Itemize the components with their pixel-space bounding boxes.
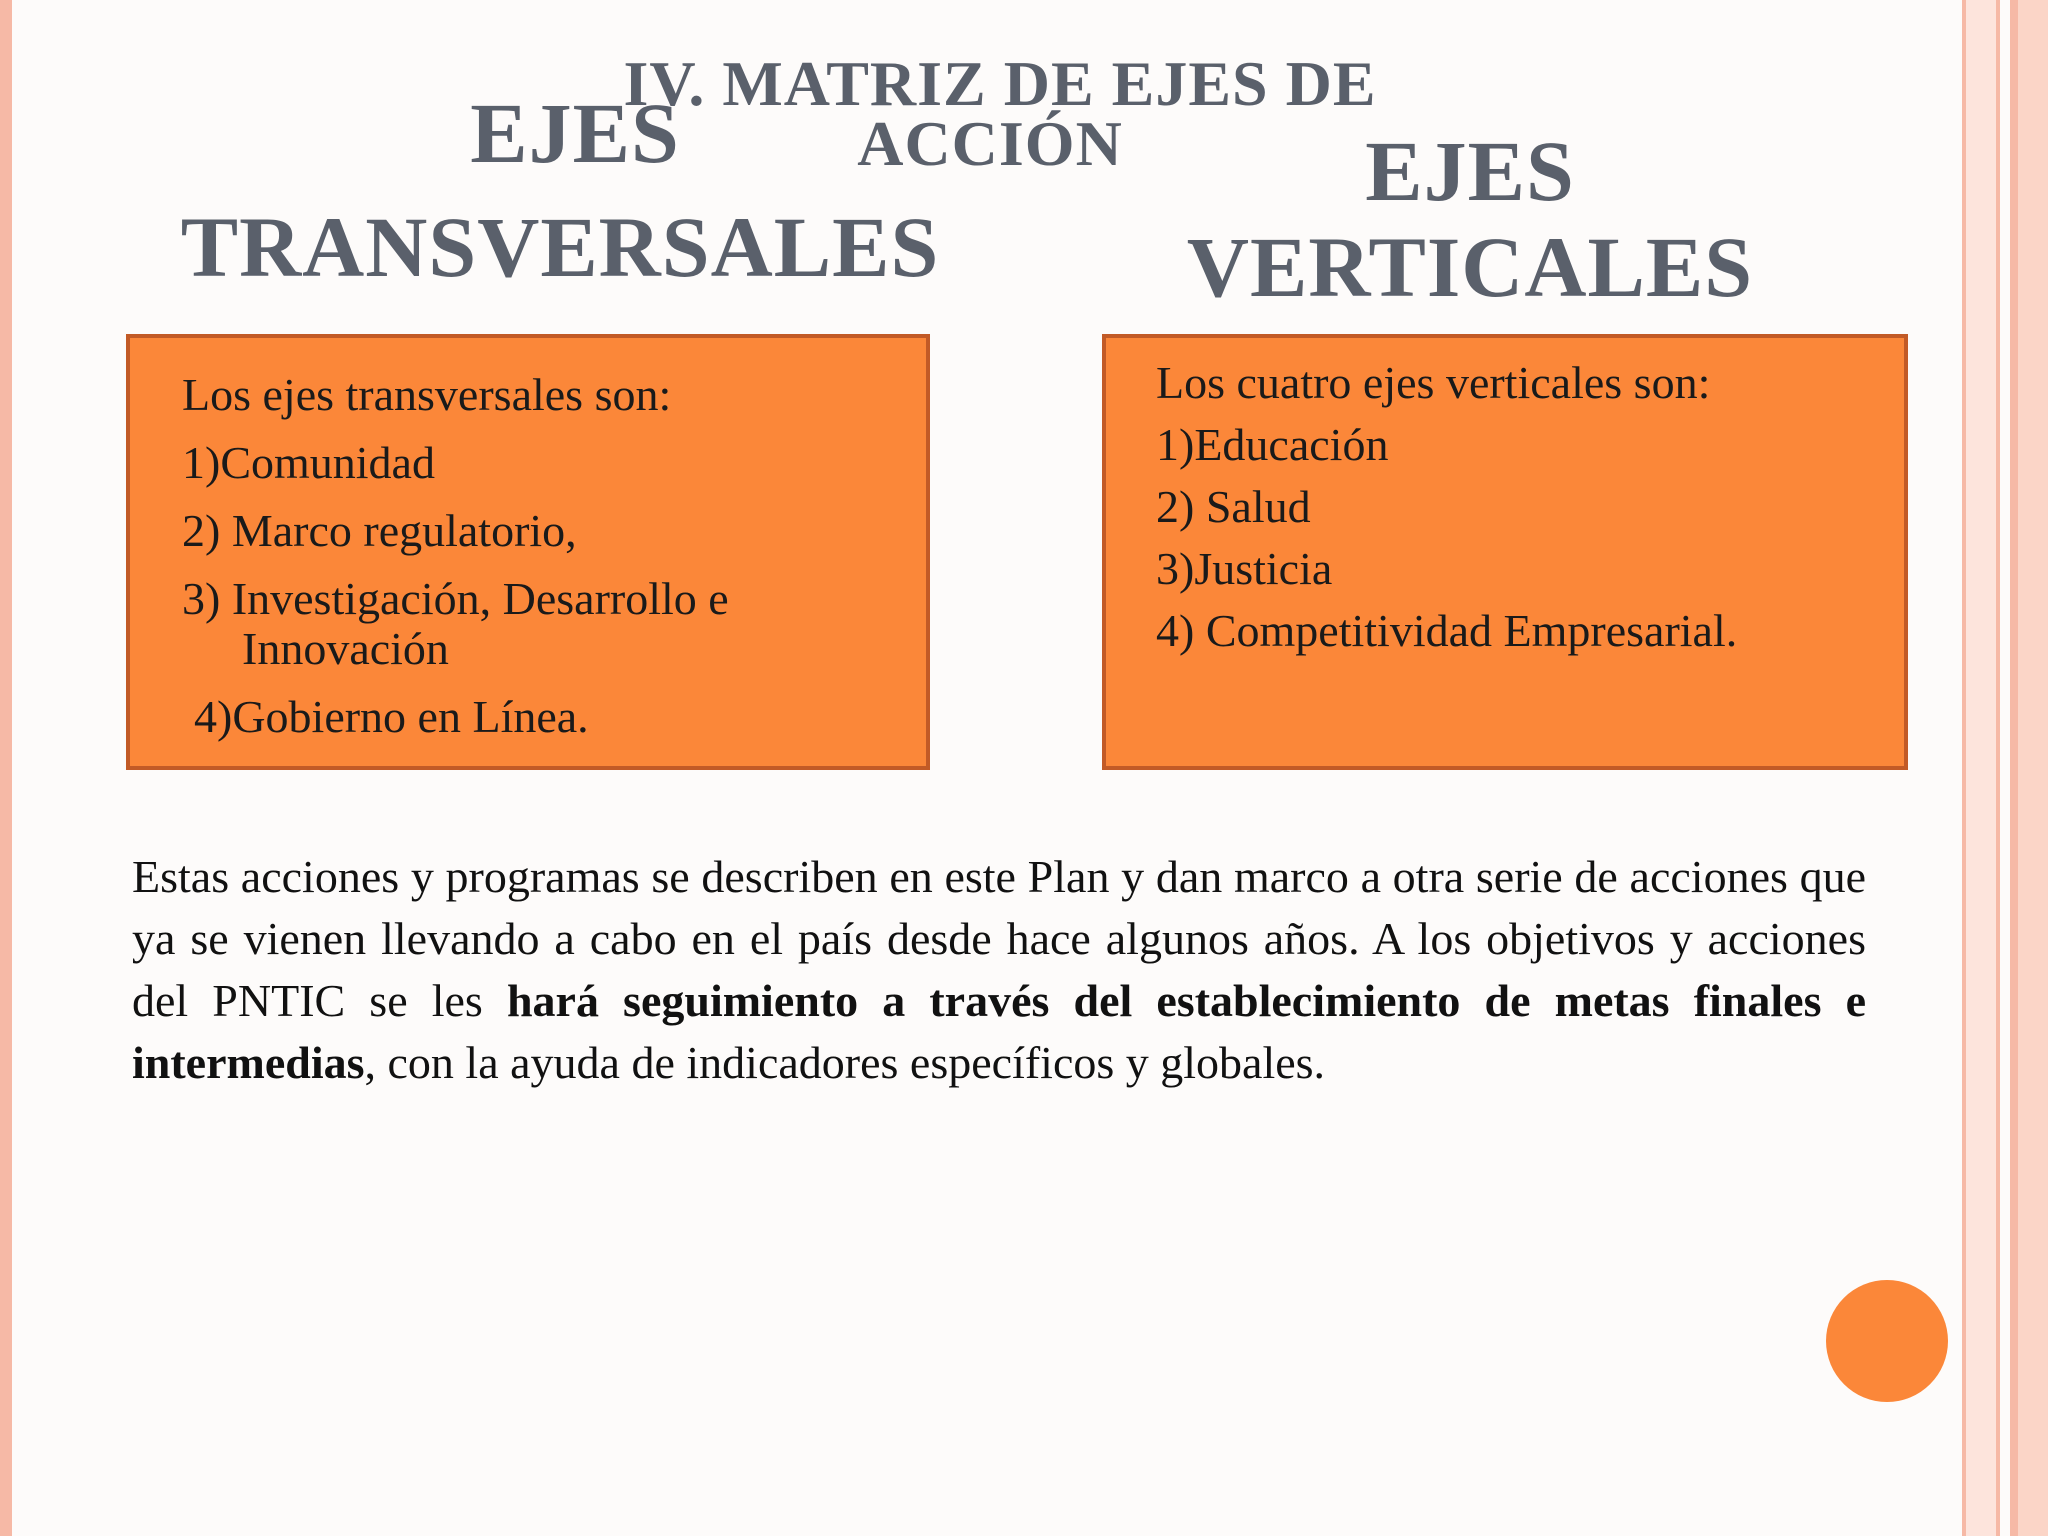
list-item-continuation: Innovación (242, 623, 449, 674)
list-item: 2) Marco regulatorio, (182, 505, 577, 556)
paragraph-text: Estas acciones y programas se describen en este Plan y dan marco a otra serie de acciones que ya se vienen llevando a cabo en el país desde hace algunos años. A los objetivos y acciones del PNTIC se les (132, 851, 1866, 1026)
paragraph-text-end: , con la ayuda de indicadores específicos y globales. (364, 1037, 1326, 1088)
body-paragraph (132, 846, 1866, 1094)
slide-title-line1: IV. MATRIZ DE EJES DE (623, 48, 1377, 119)
list-item: 4) Competitividad Empresarial. (1156, 605, 1738, 656)
list-item: 4)Gobierno en Línea. (194, 691, 589, 742)
left-heading-line2: TRANSVERSALES (180, 199, 940, 295)
right-heading-line1: EJES (1365, 123, 1575, 219)
decorative-circle (1826, 1280, 1948, 1402)
list-item: 2) Salud (1156, 481, 1311, 532)
right-border-decoration (1962, 0, 2000, 1536)
list-item: 3) Investigación, Desarrollo e (182, 573, 729, 624)
left-border-decoration (0, 0, 12, 1536)
box-intro: Los cuatro ejes verticales son: (1156, 357, 1711, 408)
left-heading-line1: EJES (470, 85, 680, 181)
right-heading-line2: VERTICALES (1186, 219, 1754, 315)
right-edge-decoration (2010, 0, 2048, 1536)
paragraph-bold-text: hará seguimiento a través del establecimiento de metas finales e intermedias (132, 975, 1866, 1088)
list-item: 3)Justicia (1156, 543, 1333, 594)
vertical-axes-box (1102, 334, 1908, 770)
box-intro: Los ejes transversales son: (182, 369, 672, 420)
transversal-axes-box (126, 334, 930, 770)
list-item: 1)Comunidad (182, 437, 435, 488)
slide-title-line2: ACCIÓN (857, 108, 1123, 179)
list-item: 1)Educación (1156, 419, 1389, 470)
